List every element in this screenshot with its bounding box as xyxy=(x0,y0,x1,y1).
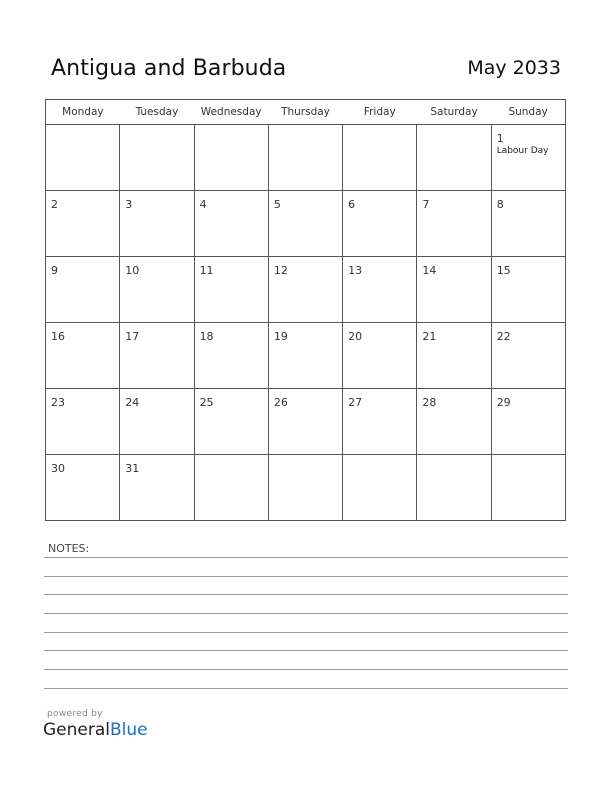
day-number: 13 xyxy=(348,264,363,277)
note-line xyxy=(44,594,568,595)
day-cell xyxy=(491,323,565,389)
day-cell xyxy=(120,389,194,455)
day-number: 6 xyxy=(348,198,356,211)
day-cell xyxy=(268,257,342,323)
day-number: 20 xyxy=(348,330,363,343)
day-cell xyxy=(268,191,342,257)
day-cell xyxy=(194,323,268,389)
brand-general: General xyxy=(43,720,110,740)
day-cell xyxy=(46,191,120,257)
day-cell xyxy=(491,455,565,521)
day-number: 3 xyxy=(125,198,133,211)
week-row xyxy=(46,191,566,257)
day-cell xyxy=(491,257,565,323)
day-cell xyxy=(120,125,194,191)
day-number: 28 xyxy=(422,396,437,409)
day-cell xyxy=(194,191,268,257)
day-cell xyxy=(268,455,342,521)
day-number: 21 xyxy=(422,330,437,343)
month-year-title: May 2033 xyxy=(467,57,561,79)
day-number: 17 xyxy=(125,330,140,343)
notes-label: NOTES: xyxy=(48,542,90,555)
brand-blue: Blue xyxy=(110,720,148,740)
week-row xyxy=(46,125,566,191)
powered-by-text: powered by xyxy=(47,709,103,719)
day-number: 7 xyxy=(422,198,430,211)
day-number: 31 xyxy=(125,462,140,475)
day-cell xyxy=(268,125,342,191)
week-row xyxy=(46,455,566,521)
day-cell xyxy=(417,323,491,389)
day-cell xyxy=(194,257,268,323)
day-number: 10 xyxy=(125,264,140,277)
day-cell xyxy=(120,455,194,521)
day-cell xyxy=(343,191,417,257)
day-cell xyxy=(120,257,194,323)
day-number: 29 xyxy=(496,396,511,409)
day-cell xyxy=(46,455,120,521)
day-cell xyxy=(343,257,417,323)
day-cell xyxy=(46,389,120,455)
day-number: 8 xyxy=(496,198,504,211)
day-cell xyxy=(46,323,120,389)
note-line xyxy=(44,632,568,633)
day-cell xyxy=(268,389,342,455)
day-number: 16 xyxy=(51,330,65,343)
note-line xyxy=(44,557,568,558)
day-number: 12 xyxy=(273,264,288,277)
day-number: 26 xyxy=(273,396,288,409)
day-cell xyxy=(417,125,491,191)
week-row xyxy=(46,257,566,323)
day-cell xyxy=(120,191,194,257)
note-line xyxy=(44,650,568,651)
day-cell xyxy=(491,125,565,191)
note-line xyxy=(44,613,568,614)
week-row xyxy=(46,389,566,455)
holiday-label: Labour Day xyxy=(496,146,549,156)
day-number: 4 xyxy=(199,198,207,211)
note-line xyxy=(44,669,568,670)
day-cell xyxy=(417,191,491,257)
weekday-thursday: Thursday xyxy=(268,100,342,125)
day-cell xyxy=(46,125,120,191)
day-number: 9 xyxy=(51,264,58,277)
day-cell xyxy=(46,257,120,323)
country-title: Antigua and Barbuda xyxy=(51,56,287,81)
day-cell xyxy=(343,125,417,191)
day-cell xyxy=(491,191,565,257)
weekday-tuesday: Tuesday xyxy=(120,100,194,125)
day-number: 15 xyxy=(496,264,511,277)
day-cell xyxy=(194,455,268,521)
day-number: 5 xyxy=(273,198,281,211)
day-number: 23 xyxy=(51,396,65,409)
day-cell xyxy=(194,125,268,191)
day-cell xyxy=(417,455,491,521)
day-number: 19 xyxy=(273,330,288,343)
day-cell xyxy=(491,389,565,455)
day-number: 14 xyxy=(422,264,437,277)
day-number: 27 xyxy=(348,396,363,409)
day-cell xyxy=(417,257,491,323)
day-cell xyxy=(268,323,342,389)
weekday-friday: Friday xyxy=(343,100,417,125)
weekday-sunday: Sunday xyxy=(491,100,565,125)
day-number: 11 xyxy=(199,264,214,277)
day-number: 24 xyxy=(125,396,140,409)
generalblue-logo[interactable] xyxy=(43,720,148,740)
day-cell xyxy=(343,455,417,521)
day-number: 25 xyxy=(199,396,214,409)
day-number: 2 xyxy=(51,198,58,211)
day-cell xyxy=(343,389,417,455)
calendar-grid xyxy=(45,99,566,521)
week-row xyxy=(46,323,566,389)
day-cell xyxy=(343,323,417,389)
day-number: 30 xyxy=(51,462,65,475)
day-cell xyxy=(417,389,491,455)
weekday-saturday: Saturday xyxy=(417,100,491,125)
weekday-monday: Monday xyxy=(46,100,120,125)
note-line xyxy=(44,576,568,577)
day-cell xyxy=(194,389,268,455)
day-cell xyxy=(120,323,194,389)
day-number: 1 xyxy=(496,132,504,145)
weekday-header-row xyxy=(46,100,566,125)
weekday-wednesday: Wednesday xyxy=(194,100,268,125)
note-line xyxy=(44,688,568,689)
day-number: 18 xyxy=(199,330,214,343)
day-number: 22 xyxy=(496,330,511,343)
